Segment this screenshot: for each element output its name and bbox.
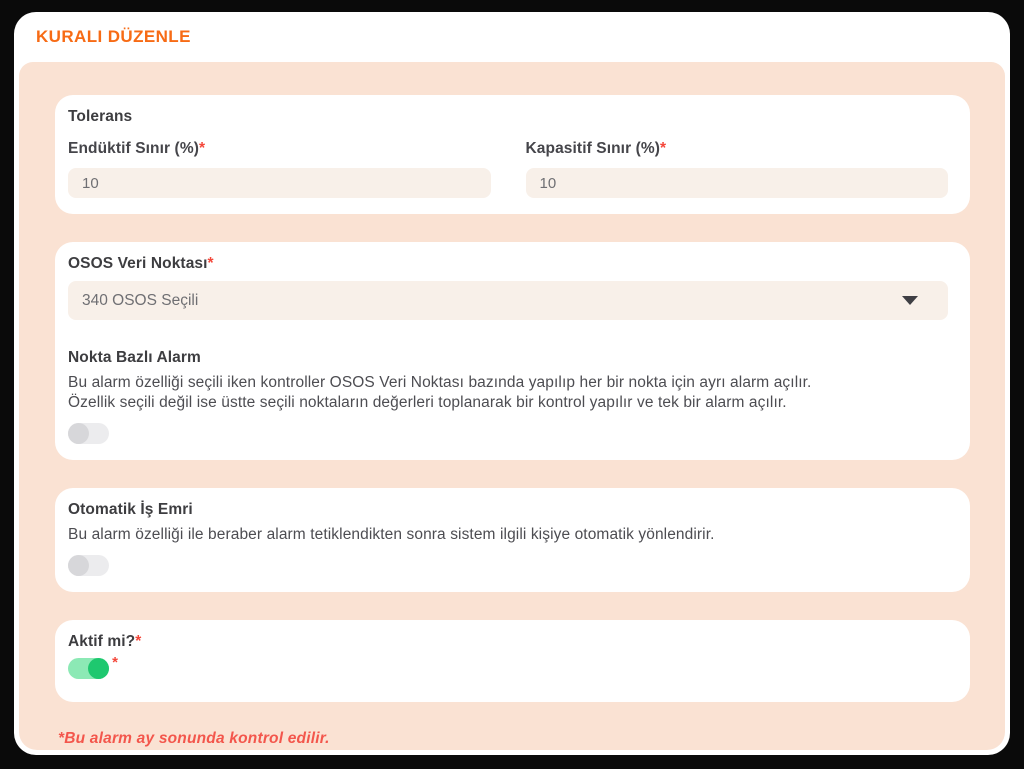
tolerance-section: [55, 95, 970, 214]
active-section: [55, 620, 970, 702]
auto-work-order-description: Bu alarm özelliği ile beraber alarm tetiklendikten sonra sistem ilgili kişiye otomatik yönlendirir.: [68, 526, 715, 543]
chevron-down-icon: [902, 296, 918, 305]
inductive-limit-input[interactable]: [68, 168, 491, 198]
point-based-alarm-description-line2: Özellik seçili değil ise üstte seçili noktaların değerleri toplanarak bir kontrol yapılır ve tek bir alarm açılır.: [68, 394, 787, 411]
point-based-alarm-description: [68, 373, 948, 413]
osos-data-point-label: [68, 255, 948, 273]
capacitive-limit-label-text: Kapasitif Sınır (%): [525, 140, 661, 157]
required-asterisk: *: [198, 140, 206, 157]
active-label-text: Aktif mi?: [68, 633, 136, 650]
required-asterisk: *: [207, 255, 214, 272]
inductive-limit-label-text: Endüktif Sınır (%): [68, 140, 199, 157]
osos-data-point-select[interactable]: [68, 281, 948, 320]
point-based-alarm-toggle[interactable]: [68, 423, 109, 444]
point-based-alarm-title: Nokta Bazlı Alarm: [68, 349, 201, 366]
required-asterisk: *: [135, 633, 142, 650]
toggle-knob: [88, 658, 109, 679]
tolerance-section-title: Tolerans: [68, 108, 133, 125]
auto-work-order-title: Otomatik İş Emri: [68, 501, 193, 518]
dialog-header: [19, 12, 1005, 62]
edit-rule-dialog: [14, 12, 1010, 755]
osos-data-point-label-text: OSOS Veri Noktası: [68, 255, 208, 272]
toggle-required-asterisk: *: [112, 654, 118, 671]
active-toggle[interactable]: [68, 658, 109, 679]
toggle-knob: [68, 423, 89, 444]
capacitive-limit-input[interactable]: [526, 168, 949, 198]
toggle-knob: [68, 555, 89, 576]
tolerance-fields-row: [68, 140, 948, 198]
capacitive-limit-field: [526, 140, 949, 198]
dialog-title: KURALI DÜZENLE: [36, 27, 191, 46]
osos-select-value: 340 OSOS Seçili: [82, 291, 199, 309]
required-asterisk: *: [660, 140, 667, 157]
auto-work-order-section: [55, 488, 970, 592]
auto-work-order-toggle[interactable]: [68, 555, 109, 576]
capacitive-limit-label: [526, 140, 949, 158]
point-based-alarm-description-line1: Bu alarm özelliği seçili iken kontroller OSOS Veri Noktası bazında yapılıp her bir nokta için ayrı alarm açılır.: [68, 374, 812, 391]
osos-section: [55, 242, 970, 460]
footer-note: *Bu alarm ay sonunda kontrol edilir.: [58, 730, 330, 747]
active-label: [68, 633, 948, 651]
inductive-limit-field: [68, 140, 491, 198]
inductive-limit-label: [68, 140, 491, 158]
dialog-body: [19, 62, 1005, 750]
active-toggle-wrap: [68, 654, 118, 679]
